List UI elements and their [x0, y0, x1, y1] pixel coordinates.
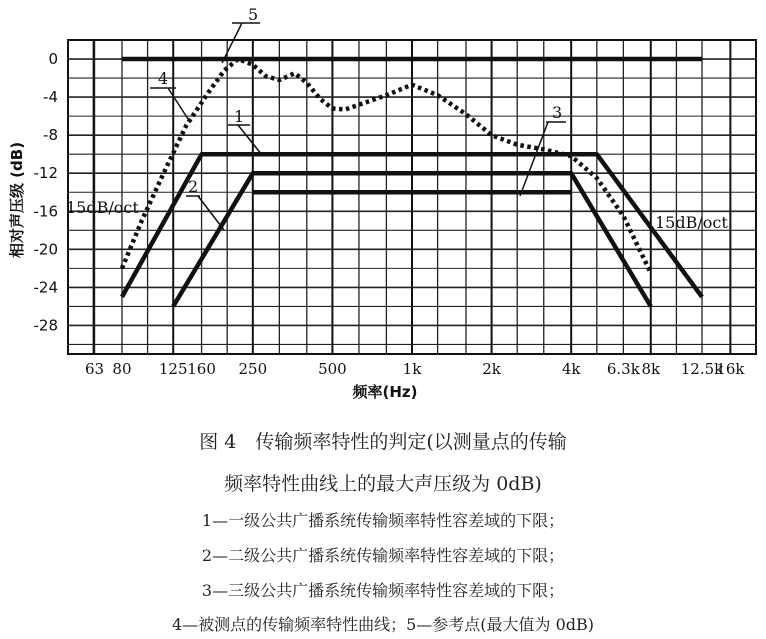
slope-left-label: 15dB/oct: [66, 198, 139, 217]
x-tick-label: 63: [84, 360, 105, 378]
y-tick-label: -24: [33, 278, 58, 297]
y-axis-label: 相对声压级 (dB): [8, 141, 26, 259]
x-tick-label: 500: [318, 360, 347, 378]
caption-item-2: 2—二级公共广播系统传输频率特性容差域的下限；: [201, 546, 565, 565]
caption-title-line-1: 图 4 传输频率特性的判定(以测量点的传输: [199, 431, 567, 453]
x-tick-label: 12.5k: [680, 360, 724, 378]
x-tick-labels: [85, 360, 745, 378]
x-tick-label: 80: [112, 360, 132, 378]
y-tick-label: -20: [33, 240, 58, 259]
y-tick-labels: [34, 50, 59, 334]
caption-item-1: 1—一级公共广播系统传输频率特性容差域的下限；: [201, 511, 565, 530]
label-4: 4: [158, 69, 169, 88]
label-1: 1: [234, 107, 245, 126]
label-5: 5: [248, 5, 259, 24]
y-tick-label: -16: [33, 202, 58, 221]
x-tick-label: 2k: [482, 360, 501, 378]
y-tick-label: -28: [33, 316, 58, 335]
label-2: 2: [188, 177, 199, 196]
x-axis-label: 频率(Hz): [352, 383, 418, 401]
x-tick-label: 16k: [716, 360, 745, 378]
caption-item-4: 4—被测点的传输频率特性曲线；5—参考点(最大值为 0dB): [171, 615, 595, 634]
x-tick-label: 6.3k: [606, 360, 640, 378]
y-tick-label: 0: [48, 50, 58, 69]
x-tick-label: 250: [238, 360, 268, 378]
x-tick-label: 160: [187, 360, 216, 378]
caption-title-line-2: 频率特性曲线上的最大声压级为 0dB): [224, 473, 542, 495]
y-tick-label: -12: [33, 164, 58, 183]
x-tick-label: 4k: [561, 360, 581, 378]
x-tick-label: 125: [158, 360, 188, 378]
caption-item-3: 3—三级公共广播系统传输频率特性容差域的下限；: [201, 581, 565, 600]
x-tick-label: 1k: [402, 360, 422, 378]
y-tick-label: -8: [43, 126, 58, 145]
label-3: 3: [552, 103, 563, 122]
x-tick-label: 8k: [641, 360, 661, 378]
slope-right-label: 15dB/oct: [655, 213, 728, 232]
y-tick-label: -4: [43, 88, 58, 107]
